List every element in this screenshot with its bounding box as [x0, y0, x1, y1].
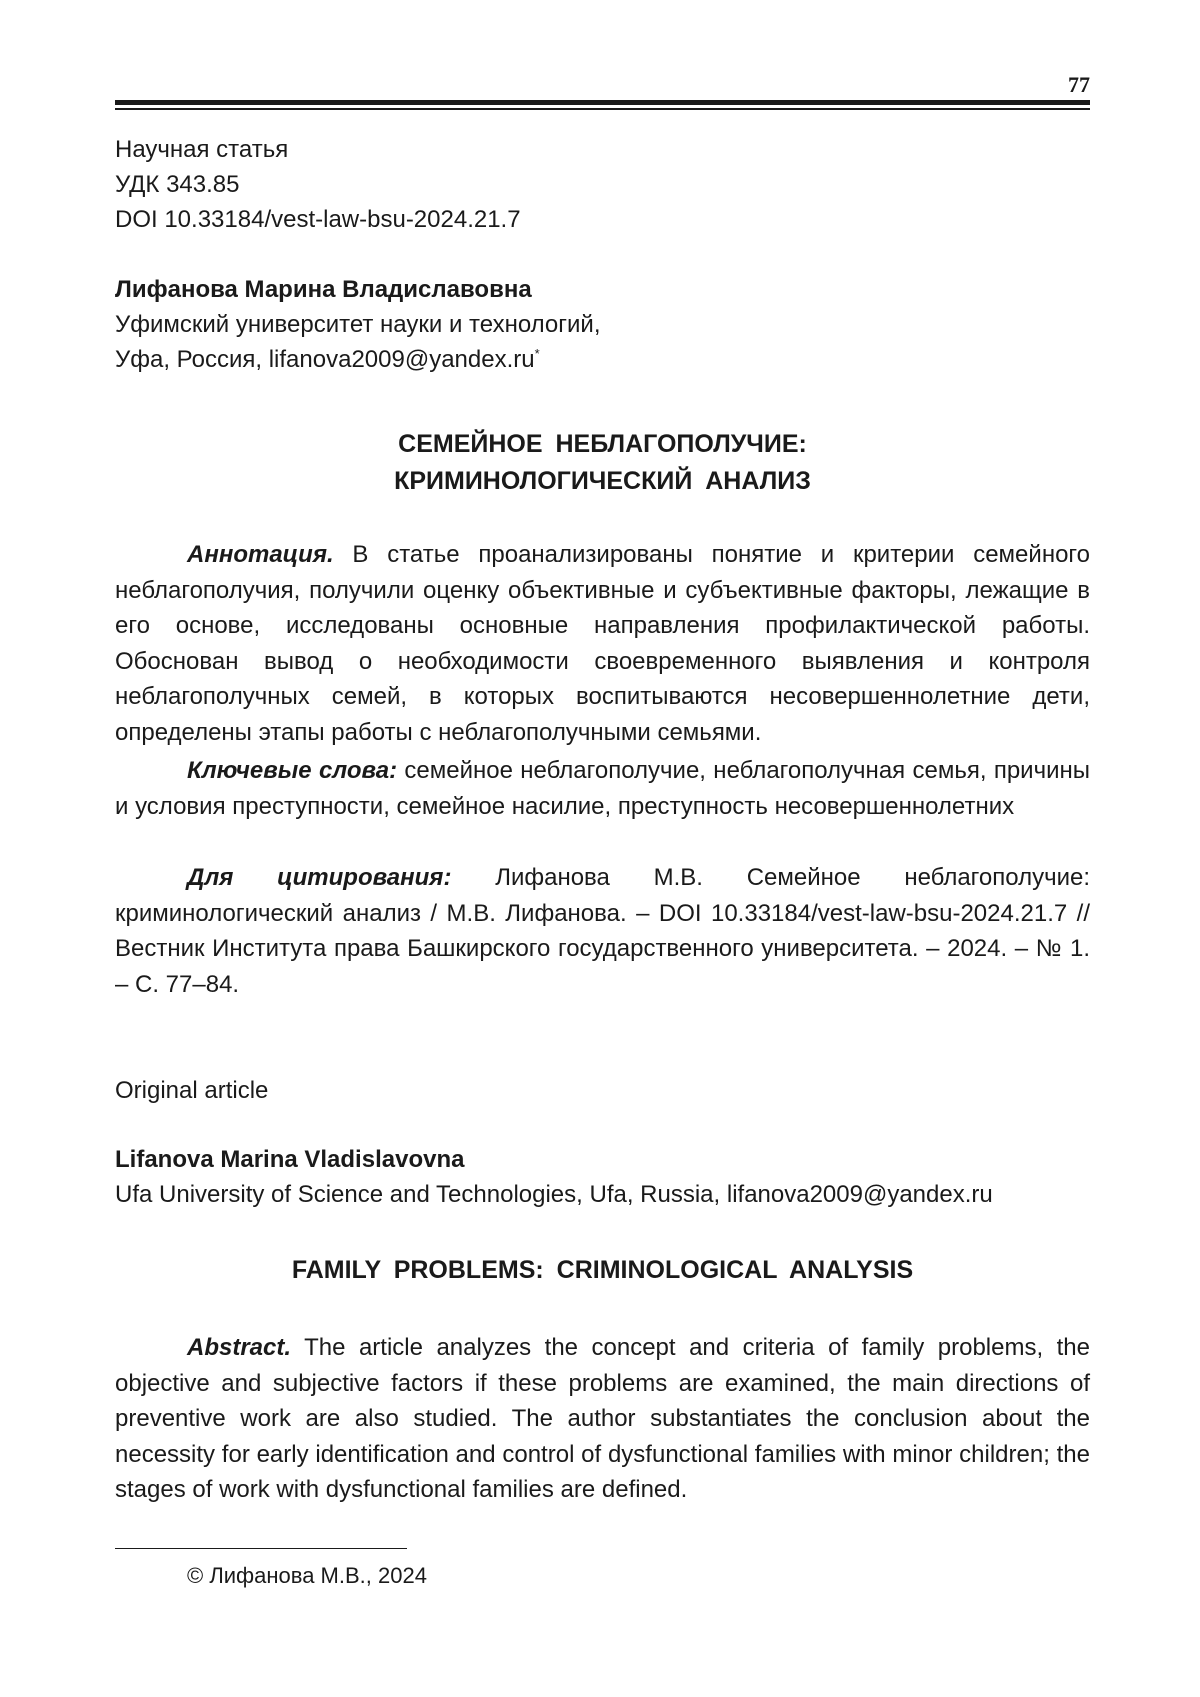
en-article-type-block: [115, 1073, 1090, 1108]
ru-doi: DOI 10.33184/vest-law-bsu-2024.21.7: [115, 206, 521, 233]
en-abstract: [115, 1330, 1090, 1508]
footnote-rule: [115, 1548, 407, 1549]
en-abstract-text: The article analyzes the concept and criteria of family problems, the objective and subjective factors if these problems are examined, the main directions of preventive work are also studied. The author substantiates the conclusion about the necessity for early identification and control of dysfunctional families with minor children; the stages of work with dysfunctional families are defined.: [115, 1334, 1090, 1503]
ru-abstract-text: В статье проанализированы понятие и критерии семейного неблагополучия, получили оценку объективные и субъективные факторы, лежащие в его основе, исследованы основные направления профилактической работы. Обоснован вывод о необходимости своевременного выявления и контроля неблагополучных семей, в которых воспитываются несовершеннолетние дети, определены этапы работы с неблагополучными семьями.: [115, 541, 1090, 746]
en-author-block: [115, 1142, 1090, 1212]
ru-affiliation-text: Уфа, Россия, lifanova2009@yandex.ru: [115, 346, 535, 373]
ru-title-line1: СЕМЕЙНОЕ НЕБЛАГОПОЛУЧИЕ:: [398, 430, 807, 458]
ru-citation-text: Лифанова М.В. Семейное неблагополучие: криминологический анализ / М.В. Лифанова. – DOI 10.33184/vest-law-bsu-2024.21.7 // Вестник Института права Башкирского государственного университета. – 2024. – № 1. – С. 77–84.: [115, 864, 1090, 998]
en-affiliation: Ufa University of Science and Technologies, Ufa, Russia, lifanova2009@yandex.ru: [115, 1181, 993, 1208]
header-rule-thick: [115, 100, 1090, 105]
ru-udc: УДК 343.85: [115, 171, 240, 198]
ru-meta-block: [115, 132, 1090, 237]
ru-footnote-mark: *: [534, 346, 540, 361]
ru-citation: [115, 860, 1090, 1002]
page-number: 77: [1068, 72, 1090, 97]
ru-citation-label: Для цитирования:: [187, 864, 452, 891]
en-title: FAMILY PROBLEMS: CRIMINOLOGICAL ANALYSIS: [291, 1256, 914, 1284]
ru-author-block: [115, 272, 1090, 377]
ru-abstract-label: Аннотация.: [187, 541, 334, 568]
ru-title-line2: КРИМИНОЛОГИЧЕСКИЙ АНАЛИЗ: [394, 467, 811, 495]
ru-article-type: Научная статья: [115, 136, 289, 163]
header-rule-thin: [115, 108, 1090, 110]
en-author-name: Lifanova Marina Vladislavovna: [115, 1146, 465, 1173]
en-article-type: Original article: [115, 1077, 269, 1104]
ru-abstract: [115, 537, 1090, 750]
ru-keywords: [115, 753, 1090, 824]
footnote-copyright: © Лифанова М.В., 2024: [187, 1563, 427, 1588]
ru-title: [115, 426, 1090, 500]
en-abstract-label: Abstract.: [187, 1334, 292, 1361]
ru-keywords-text: семейное неблагополучие, неблагополучная семья, причины и условия преступности, семейное насилие, преступность несовершеннолетних: [115, 757, 1090, 820]
ru-affiliation-line2: [115, 342, 1090, 377]
ru-affiliation-line1: Уфимский университет науки и технологий,: [115, 311, 601, 338]
ru-author-name: Лифанова Марина Владиславовна: [115, 276, 532, 303]
ru-keywords-label: Ключевые слова:: [187, 757, 398, 784]
